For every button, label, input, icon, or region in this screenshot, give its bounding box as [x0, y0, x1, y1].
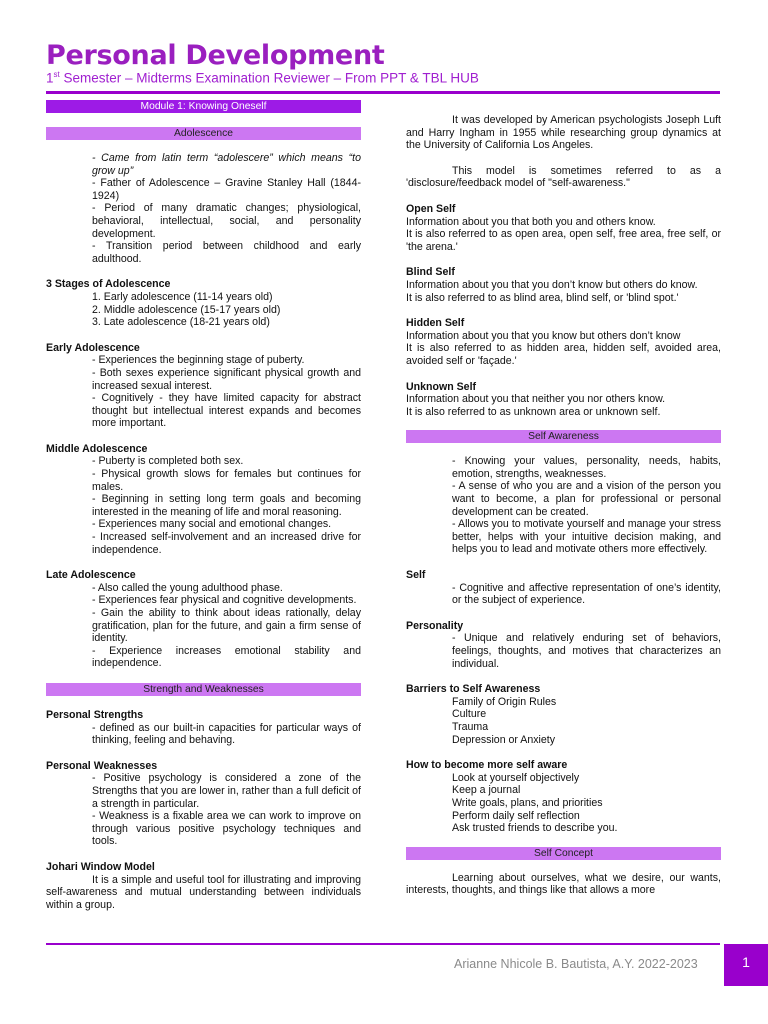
how-item: Perform daily self reflection [452, 809, 580, 822]
strengths-heading: Personal Strengths [46, 708, 144, 721]
stages-heading: 3 Stages of Adolescence [46, 278, 171, 291]
self-heading: Self [406, 569, 426, 582]
personality-heading: Personality [406, 619, 464, 632]
barrier-item: Depression or Anxiety [452, 733, 556, 746]
subtitle-number: 1 [46, 70, 54, 86]
module-banner: Module 1: Knowing Oneself [46, 100, 361, 113]
late-heading: Late Adolescence [46, 569, 136, 582]
page-subtitle [46, 70, 479, 86]
how-heading: How to become more self aware [406, 759, 568, 772]
blind-self-heading: Blind Self [406, 266, 455, 279]
how-item: Write goals, plans, and priorities [452, 796, 603, 809]
strengths-text: - defined as our built-in capacities for particular ways of thinking, feeling and behaving. [92, 721, 361, 747]
header-divider [46, 91, 720, 94]
open-self-text: Information about you that both you and others know. [406, 215, 656, 228]
late-item: - Experience increases emotional stability and independence. [92, 644, 361, 670]
right-column [406, 100, 721, 897]
adolescence-banner: Adolescence [46, 127, 361, 140]
barrier-item: Trauma [452, 720, 489, 733]
left-column [46, 100, 361, 911]
stage-item: 2. Middle adolescence (15-17 years old) [92, 303, 281, 316]
self-concept-text: Learning about ourselves, what we desire, our wants, interests, thoughts, and things like that allows a more [406, 871, 721, 897]
self-concept-banner: Self Concept [406, 847, 721, 860]
unknown-self-heading: Unknown Self [406, 380, 477, 393]
johari-origin-text: It was developed by American psychologists Joseph Luft and Harry Ingham in 1955 while researching group dynamics at the University of California Los Angeles. [406, 114, 721, 152]
hidden-self-text: It is also referred to as hidden area, hidden self, avoided area, avoided self or 'façade.' [406, 342, 721, 367]
awareness-item: - A sense of who you are and a vision of the person you want to become, a plan for professional or personal development can be created. [452, 480, 721, 518]
middle-heading: Middle Adolescence [46, 442, 148, 455]
middle-item: - Physical growth slows for females but continues for males. [92, 468, 361, 493]
barriers-heading: Barriers to Self Awareness [406, 683, 541, 696]
self-awareness-banner: Self Awareness [406, 430, 721, 443]
middle-item: - Increased self-involvement and an increased drive for independence. [92, 531, 361, 556]
early-item: - Experiences the beginning stage of puberty. [92, 354, 305, 367]
subtitle-superscript: st [53, 70, 60, 79]
footer-divider [46, 943, 720, 945]
awareness-item: - Allows you to motivate yourself and manage your stress better, helps with your intuitive decision making, and helps you to lead and motivate others more effectively. [452, 518, 721, 556]
how-item: Look at yourself objectively [452, 771, 580, 784]
adolescence-father: - Father of Adolescence – Gravine Stanley Hall (1844-1924) [92, 177, 361, 202]
adolescence-origin: - Came from latin term “adolescere” which means “to grow up” [92, 152, 361, 177]
unknown-self-text: It is also referred to as unknown area or unknown self. [406, 405, 661, 418]
stage-item: 3. Late adolescence (18-21 years old) [92, 316, 270, 329]
johari-model-text: This model is sometimes referred to as a 'disclosure/feedback model of "self-awareness." [406, 164, 721, 190]
early-heading: Early Adolescence [46, 341, 140, 354]
barrier-item: Culture [452, 708, 487, 721]
blind-self-text: It is also referred to as blind area, blind self, or 'blind spot.' [406, 291, 679, 304]
late-item: - Gain the ability to think about ideas rationally, delay gratification, plan for the future, and gain a firm sense of identity. [92, 607, 361, 645]
self-text: - Cognitive and affective representation of one’s identity, or the subject of experience. [452, 581, 721, 607]
middle-item: - Experiences many social and emotional changes. [92, 518, 332, 531]
late-item: - Also called the young adulthood phase. [92, 581, 283, 594]
early-item: - Cognitively - they have limited capacity for abstract thought but intellectual interest expands and becomes more important. [92, 392, 361, 430]
personality-text: - Unique and relatively enduring set of behaviors, feelings, thoughts, and motives that characterizes an individual. [452, 632, 721, 670]
unknown-self-text: Information about you that neither you nor others know. [406, 393, 666, 406]
hidden-self-heading: Hidden Self [406, 317, 465, 330]
subtitle-text: Semester – Midterms Examination Reviewer – From PPT & TBL HUB [59, 70, 479, 86]
footer-author: Arianne Nhicole B. Bautista, A.Y. 2022-2023 [454, 957, 698, 971]
how-item: Keep a journal [452, 784, 521, 797]
late-item: - Experiences fear physical and cognitive developments. [92, 594, 357, 607]
blind-self-text: Information about you that you don’t know but others do know. [406, 278, 698, 291]
awareness-item: - Knowing your values, personality, needs, habits, emotion, strengths, weaknesses. [452, 455, 721, 480]
johari-text: It is a simple and useful tool for illustrating and improving self-awareness and mutual understanding between individuals within a group. [46, 873, 361, 911]
weakness-item: - Positive psychology is considered a zone of the Strengths that you are lower in, rather than a full deficit of a strength in particular. [92, 772, 361, 810]
adolescence-period: - Period of many dramatic changes; physiological, behavioral, intellectual, social, and personality development. [92, 202, 361, 240]
early-item: - Both sexes experience significant physical growth and increased sexual interest. [92, 366, 361, 392]
johari-heading: Johari Window Model [46, 860, 155, 873]
how-item: Ask trusted friends to describe you. [452, 822, 618, 835]
weaknesses-heading: Personal Weaknesses [46, 759, 158, 772]
open-self-heading: Open Self [406, 202, 456, 215]
page-title: Personal Development [46, 40, 385, 71]
open-self-text: It is also referred to as open area, open self, free area, free self, or 'the arena.' [406, 228, 721, 253]
strength-banner: Strength and Weaknesses [46, 683, 361, 696]
hidden-self-text: Information about you that you know but others don’t know [406, 329, 681, 342]
middle-item: - Puberty is completed both sex. [92, 455, 244, 468]
adolescence-transition: - Transition period between childhood and early adulthood. [92, 240, 361, 265]
middle-item: - Beginning in setting long term goals and becoming interested in the meaning of life and moral reasoning. [92, 493, 361, 518]
stage-item: 1. Early adolescence (11-14 years old) [92, 290, 273, 303]
page-number: 1 [724, 944, 768, 986]
weakness-item: - Weakness is a fixable area we can work to improve on through various positive psychology techniques and tools. [92, 810, 361, 848]
barrier-item: Family of Origin Rules [452, 695, 557, 708]
